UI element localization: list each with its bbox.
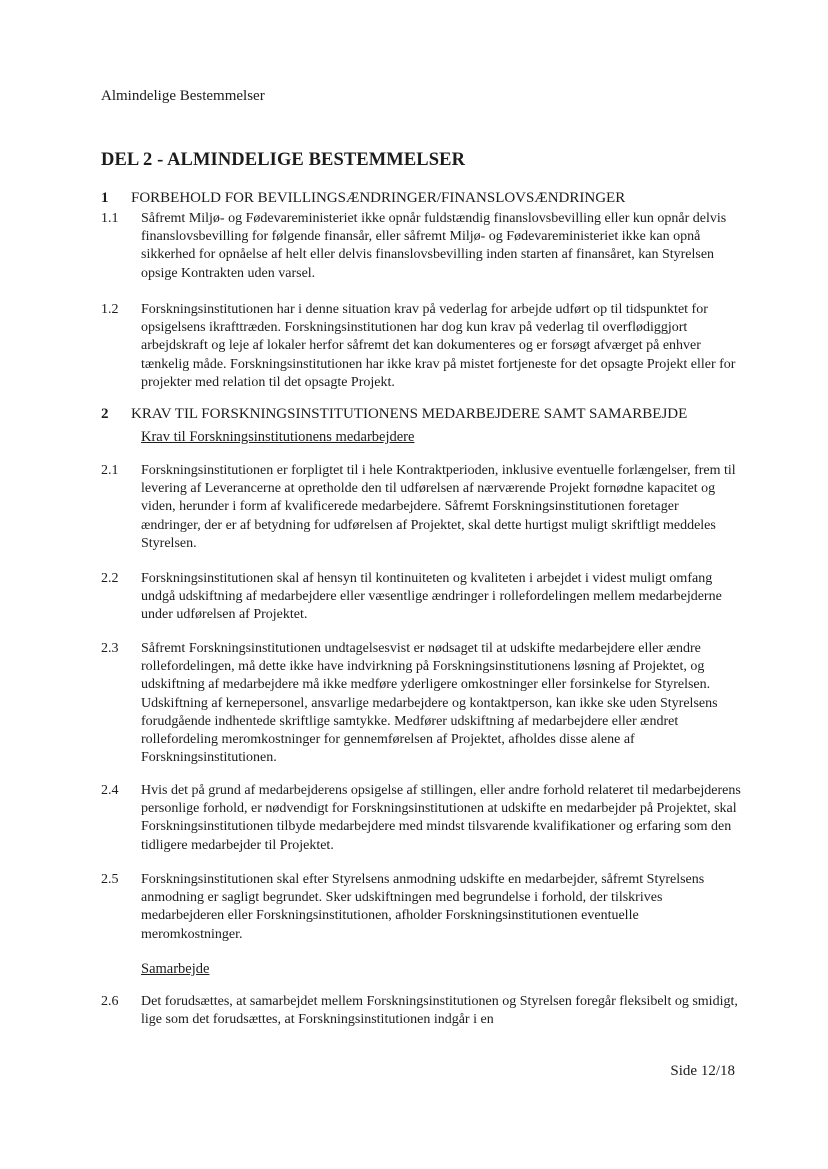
section-heading-1	[101, 190, 625, 207]
clause-1-2	[101, 301, 741, 392]
clause-text: Forskningsinstitutionen skal af hensyn til kontinuiteten og kvaliteten i arbejdet i videst muligt omfang undgå udskiftning af medarbejdere eller væsentlige ændringer i rollefordelingen mellem medarbejderne under udførelsen af Projektet.	[141, 571, 722, 623]
clause-number: 2.5	[101, 872, 119, 887]
clause-2-3	[101, 640, 741, 767]
running-header: Almindelige Bestemmelser	[101, 88, 265, 104]
clause-number: 2.6	[101, 994, 119, 1009]
clause-text: Det forudsættes, at samarbejdet mellem Forskningsinstitutionen og Styrelsen foregår fleksibelt og smidigt, lige som det forudsættes, at Forskningsinstitutionen indgår i en	[141, 994, 738, 1028]
subheading-staff-requirements: Krav til Forskningsinstitutionens medarbejdere	[141, 429, 415, 445]
clause-2-4	[101, 782, 741, 855]
page-number: Side 12/18	[670, 1063, 735, 1079]
section-number: 1	[101, 190, 109, 206]
clause-text: Hvis det på grund af medarbejderens opsigelse af stillingen, eller andre forhold relateret til medarbejderens personlige forhold, er nødvendigt for Forskningsinstitutionen at udskifte en medarbejder på Projektet, skal Forskningsinstitutionen tilbyde medarbejdere med mindst tilsvarende kvalifikationer og erfaring som den tidligere medarbejder til Projektet.	[141, 783, 741, 853]
clause-2-1	[101, 462, 741, 553]
clause-text: Såfremt Forskningsinstitutionen undtagelsesvist er nødsaget til at udskifte medarbejdere eller ændre rollefordelingen, må dette ikke have indvirkning på Forskningsinstitutionens løsning af Projektet, og udskiftning af medarbejdere må ikke medføre yderligere omkostninger eller forsinkelse for Styrelsen. Udskiftning af kernepersonel, ansvarlige medarbejdere og kontaktperson, kan ikke ske uden Styrelsens forudgående indhentede skriftlige samtykke. Medfører udskiftning af medarbejdere eller ændret rollefordeling meromkostninger for gennemførelsen af Projektet, afholdes disse alene af Forskningsinstitutionen.	[141, 641, 718, 766]
clause-number: 1.2	[101, 302, 119, 317]
section-heading-2	[101, 406, 687, 423]
clause-2-5	[101, 871, 741, 944]
subheading-cooperation: Samarbejde	[141, 961, 210, 977]
clause-2-2	[101, 570, 741, 625]
clause-number: 2.4	[101, 783, 119, 798]
clause-2-6	[101, 993, 741, 1029]
clause-number: 2.1	[101, 463, 119, 478]
section-number: 2	[101, 406, 109, 422]
part-title: DEL 2 - ALMINDELIGE BESTEMMELSER	[101, 150, 466, 170]
clause-text: Forskningsinstitutionen er forpligtet til i hele Kontraktperioden, inklusive eventuelle forlængelser, frem til levering af Leverancerne at opretholde den til udførelsen af nærværende Projekt fornødne kapacitet og viden, herunder i form af kvalificerede medarbejdere. Såfremt Forskningsinstitutionen foretager ændringer, der er af betydning for udførelsen af Projektet, skal dette hurtigst muligt skriftligt meddeles Styrelsen.	[141, 463, 736, 551]
clause-text: Forskningsinstitutionen skal efter Styrelsens anmodning udskifte en medarbejder, såfremt Styrelsens anmodning er sagligt begrundet. Sker udskiftningen med begrundelse i forhold, der tilskrives medarbejderen eller Forskningsinstitutionen, afholder Forskningsinstitutionen eventuelle meromkostninger.	[141, 872, 705, 942]
section-title: FORBEHOLD FOR BEVILLINGSÆNDRINGER/FINANSLOVSÆNDRINGER	[131, 190, 626, 206]
clause-text: Såfremt Miljø- og Fødevareministeriet ikke opnår fuldstændig finanslovsbevilling eller kun opnår delvis finanslovsbevilling for følgende finansår, eller såfremt Miljø- og Fødevareministeriet ikke kan opnå sikkerhed for opnåelse af helt eller delvis finanslovsbevilling inden starten af finansåret, kan Styrelsen opsige Kontrakten uden varsel.	[141, 211, 727, 281]
clause-number: 2.2	[101, 571, 119, 586]
section-title: KRAV TIL FORSKNINGSINSTITUTIONENS MEDARBEJDERE SAMT SAMARBEJDE	[131, 406, 688, 422]
clause-1-1	[101, 210, 741, 283]
clause-number: 2.3	[101, 641, 119, 656]
clause-text: Forskningsinstitutionen har i denne situation krav på vederlag for arbejde udført op til tidspunktet for opsigelsens ikrafttræden. Forskningsinstitutionen har dog kun krav på vederlag til overflødiggjort arbejdskraft og leje af lokaler herfor såfremt det kan dokumenteres og er forsøgt afværget på enhver tænkelig måde. Forskningsinstitutionen har ikke krav på mistet fortjeneste for det opsagte Projekt eller for projekter med relation til det opsagte Projekt.	[141, 302, 736, 390]
clause-number: 1.1	[101, 211, 119, 226]
